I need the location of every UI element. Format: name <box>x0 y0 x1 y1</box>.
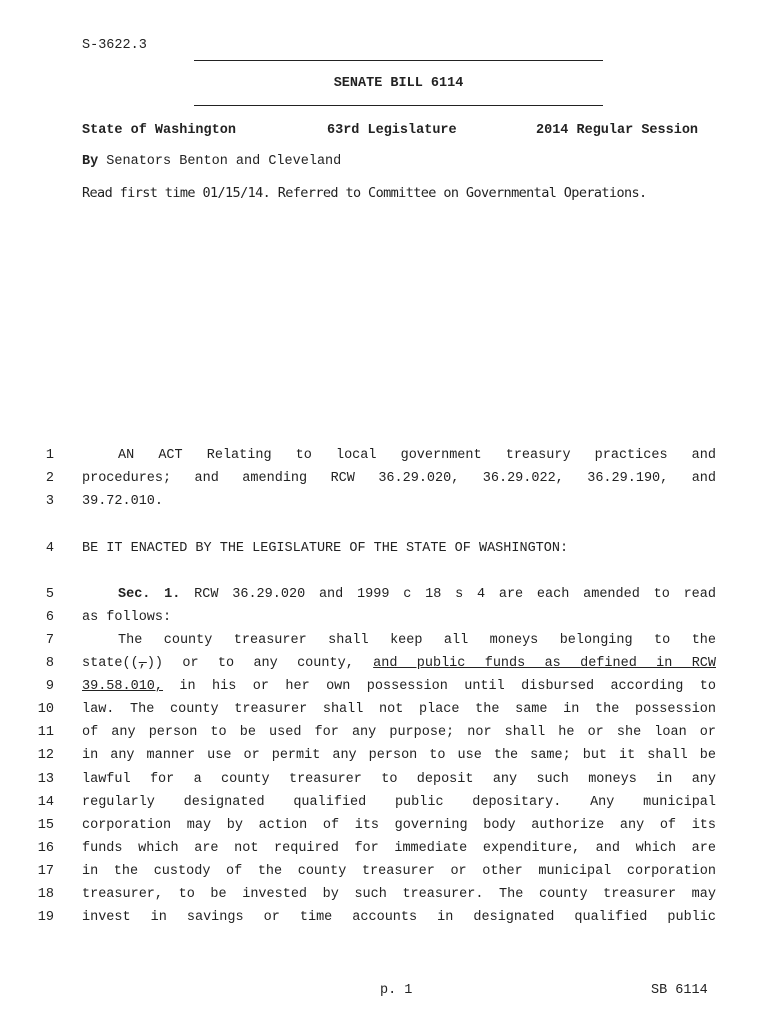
header-state: State of Washington <box>82 123 236 138</box>
text-segment: in his or her own possession until disbursed according to <box>163 679 716 694</box>
line-number: 18 <box>37 887 54 902</box>
bill-title: SENATE BILL 6114 <box>333 76 464 91</box>
bill-code: S-3622.3 <box>82 38 147 53</box>
line-number: 10 <box>37 702 54 717</box>
line-text: law. The county treasurer shall not place the same in the possession <box>82 702 716 717</box>
page-number: p. 1 <box>380 983 413 998</box>
line-text <box>82 587 716 602</box>
line-number: 8 <box>45 656 54 671</box>
struck-text: , <box>138 656 147 671</box>
header-session: 2014 Regular Session <box>536 123 699 138</box>
line-number: 11 <box>37 725 54 740</box>
line <box>0 818 770 841</box>
enacting-clause: BE IT ENACTED BY THE LEGISLATURE OF THE STATE OF WASHINGTON: <box>82 541 569 556</box>
footer-bill-id: SB 6114 <box>651 983 708 998</box>
line-text: 39.72.010. <box>82 494 164 509</box>
line-text: in the custody of the county treasurer or other municipal corporation <box>82 864 716 879</box>
sponsor-line <box>82 154 341 169</box>
line-number: 17 <box>37 864 54 879</box>
line-number: 19 <box>37 910 54 925</box>
line <box>0 587 770 610</box>
line <box>0 795 770 818</box>
section-text: RCW 36.29.020 and 1999 c 18 s 4 are each amended to read <box>180 587 716 602</box>
line <box>0 541 770 564</box>
line-number: 14 <box>37 795 54 810</box>
line-number: 9 <box>45 679 54 694</box>
line-text: funds which are not required for immediate expenditure, and which are <box>82 841 716 856</box>
inserted-text: 39.58.010, <box>82 679 164 694</box>
line <box>0 633 770 656</box>
line-number: 5 <box>45 587 54 602</box>
line-number: 6 <box>45 610 54 625</box>
line-number: 3 <box>45 494 54 509</box>
line-number: 1 <box>45 448 54 463</box>
line-text <box>82 656 716 671</box>
line <box>0 748 770 771</box>
read-first-time: Read first time 01/15/14. Referred to Committee on Governmental Operations. <box>82 185 647 201</box>
line-number: 13 <box>37 772 54 787</box>
line <box>0 471 770 494</box>
line-text <box>82 679 716 694</box>
line <box>0 841 770 864</box>
sponsor-names: Senators Benton and Cleveland <box>98 154 342 169</box>
line <box>0 679 770 702</box>
title-rule-bottom <box>194 105 603 106</box>
line-number: 2 <box>45 471 54 486</box>
line <box>0 702 770 725</box>
text-segment: )) or to any county, <box>146 656 374 671</box>
line-text: corporation may by action of its governing body authorize any of its <box>82 818 716 833</box>
line <box>0 887 770 910</box>
line-text: The county treasurer shall keep all moneys belonging to the <box>118 633 716 648</box>
line-text: invest in savings or time accounts in designated qualified public <box>82 910 716 925</box>
line-text: treasurer, to be invested by such treasurer. The county treasurer may <box>82 887 716 902</box>
title-rule-top <box>194 60 603 61</box>
line <box>0 656 770 679</box>
line-number: 4 <box>45 541 54 556</box>
line-text: of any person to be used for any purpose; nor shall he or she loan or <box>82 725 716 740</box>
line-number: 7 <box>45 633 54 648</box>
line-text: in any manner use or permit any person to use the same; but it shall be <box>82 748 716 763</box>
line-text: procedures; and amending RCW 36.29.020, 36.29.022, 36.29.190, and <box>82 471 716 486</box>
line-text: AN ACT Relating to local government treasury practices and <box>118 448 716 463</box>
line-number: 12 <box>37 748 54 763</box>
line-text: as follows: <box>82 610 172 625</box>
line-number: 15 <box>37 818 54 833</box>
line <box>0 610 770 633</box>
line <box>0 494 770 517</box>
sponsor-by: By <box>82 154 99 169</box>
line <box>0 448 770 471</box>
line-text: regularly designated qualified public depositary. Any municipal <box>82 795 716 810</box>
inserted-text: and public funds as defined in RCW <box>373 656 716 671</box>
line <box>0 725 770 748</box>
line-text: lawful for a county treasurer to deposit any such moneys in any <box>82 772 716 787</box>
line <box>0 910 770 933</box>
line-number: 16 <box>37 841 54 856</box>
line <box>0 772 770 795</box>
header-legislature: 63rd Legislature <box>327 123 457 138</box>
section-label: Sec. 1. <box>118 587 181 602</box>
text-segment: state(( <box>82 656 139 671</box>
line <box>0 864 770 887</box>
